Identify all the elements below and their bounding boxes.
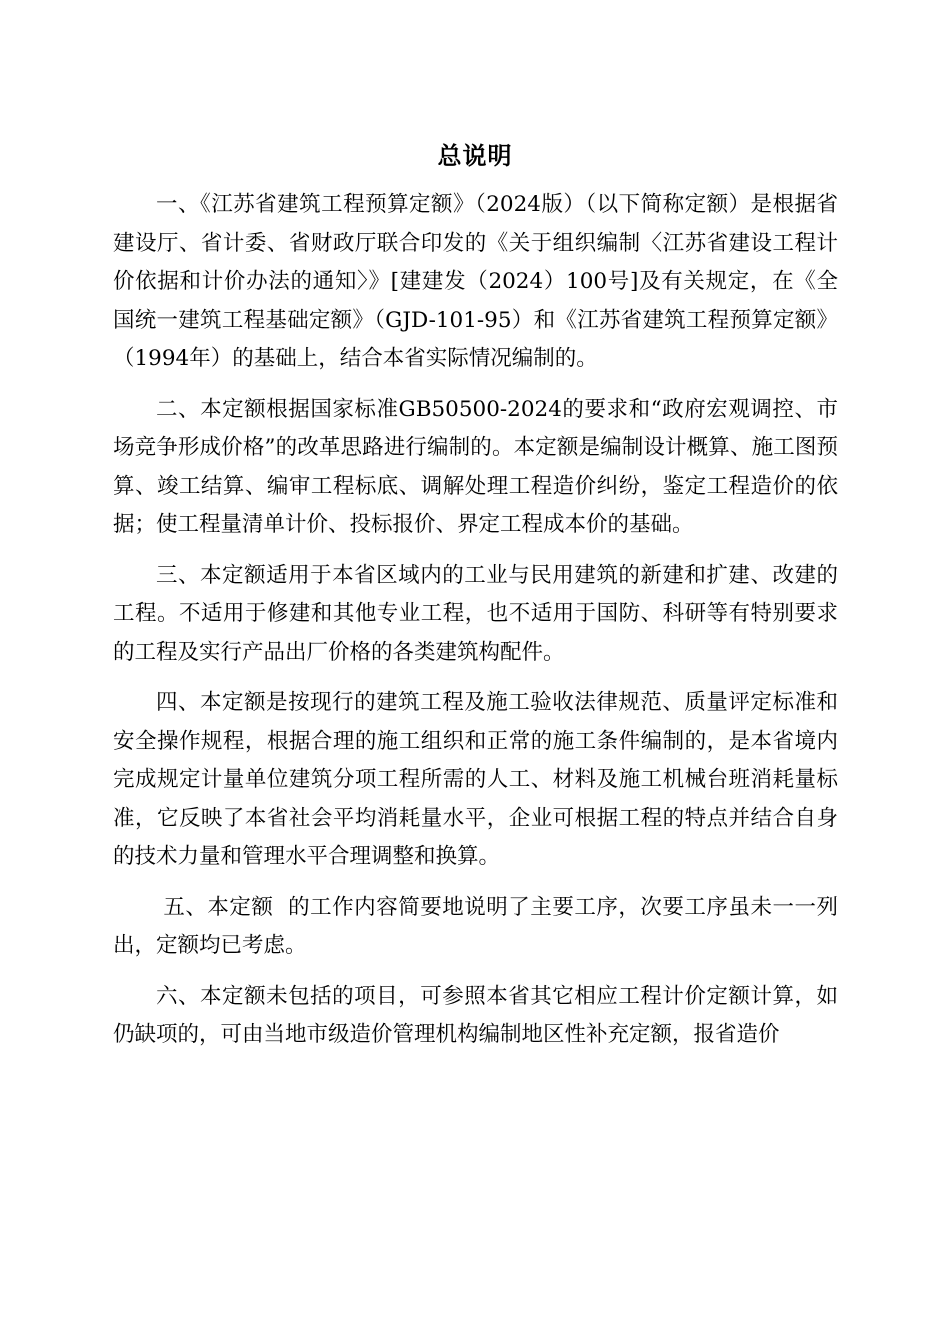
paragraph-5: 五、本定额 的工作内容简要地说明了主要工序，次要工序虽未一一列出，定额均已考虑。 bbox=[113, 894, 839, 958]
paragraph-2: 二、本定额根据国家标准GB50500-2024的要求和“政府宏观调控、市场竞争形成价格”的改革思路进行编制的。本定额是编制设计概算、施工图预算、竣工结算、编审工程标底、调解处理工程造价纠纷，鉴定工程造价的依据；使工程量清单计价、投标报价、界定工程成本价的基础。 bbox=[113, 396, 838, 537]
document-title: 总说明 bbox=[437, 142, 513, 170]
paragraph-4: 四、本定额是按现行的建筑工程及施工验收法律规范、质量评定标准和安全操作规程，根据合理的施工组织和正常的施工条件编制的，是本省境内完成规定计量单位建筑分项工程所需的人工、材料及施工机械台班消耗量标准，它反映了本省社会平均消耗量水平，企业可根据工程的特点并结合自身的技术力量和管理水平合理调整和换算。 bbox=[113, 690, 838, 869]
paragraph-3: 三、本定额适用于本省区域内的工业与民用建筑的新建和扩建、改建的工程。不适用于修建和其他专业工程，也不适用于国防、科研等有特别要求的工程及实行产品出厂价格的各类建筑构配件。 bbox=[113, 562, 838, 665]
paragraph-6: 六、本定额未包括的项目，可参照本省其它相应工程计价定额计算，如仍缺项的，可由当地市级造价管理机构编制地区性补充定额，报省造价 bbox=[113, 983, 838, 1047]
document-body bbox=[113, 186, 838, 1055]
paragraph-1: 一、《江苏省建筑工程预算定额》（2024版）（以下简称定额）是根据省建设厅、省计委、省财政厅联合印发的《关于组织编制〈江苏省建设工程计价依据和计价办法的通知〉》[建建发（2024）100号]及有关规定，在《全国统一建筑工程基础定额》（GJD-101-95）和《江苏省建筑工程预算定额》（1994年）的基础上，结合本省实际情况编制的。 bbox=[113, 192, 838, 371]
